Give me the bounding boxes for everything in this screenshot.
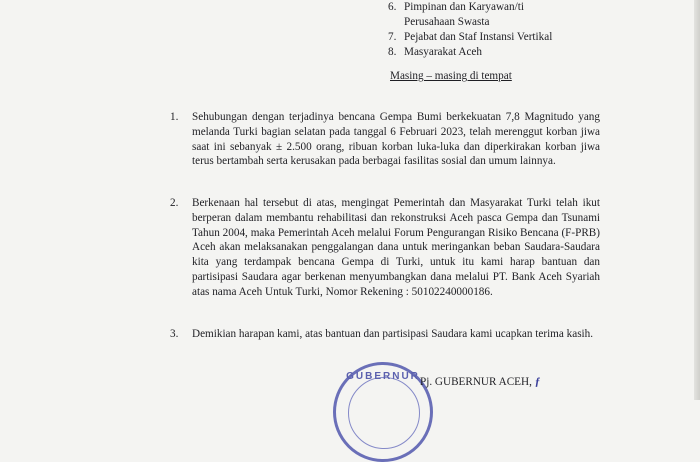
paragraph-text: Sehubungan dengan terjadinya bencana Gempa Bumi berkekuatan 7,8 Magnitudo yang melanda Turki bagian selatan pada tanggal 6 Februari 2023, telah merenggut korban jiwa saat ini sebanyak ± 2.500 orang, ribuan korban luka-luka dan diperkirakan korban jiwa terus bertambah serta kerusakan pada berbagai fasilitas sosial dan umum lainnya. — [192, 111, 600, 168]
official-seal-stamp — [333, 362, 433, 462]
body-paragraph — [170, 110, 600, 169]
signature-flourish: ƒ — [534, 376, 541, 388]
addressee-location: Masing – masing di tempat — [390, 70, 512, 82]
addressee-item — [388, 0, 552, 15]
paragraph-number: 2. — [170, 197, 179, 209]
signatory-title — [420, 376, 540, 388]
page-edge — [694, 0, 700, 400]
paragraph-text: Berkenaan hal tersebut di atas, mengingat Pemerintah dan Masyarakat Turki telah ikut berperan dalam membantu rehabilitasi dan rekonstruksi Aceh pasca Gempa dan Tsunami Tahun 2004, maka Pemerintah Aceh melalui Forum Pengurangan Risiko Bencana (F-PRB) Aceh akan melaksanakan penggalangan dana untuk meringankan beban Saudara-Saudara kita yang terdampak bencana Gempa di Turki, untuk itu kami harap bantuan dan partisipasi Saudara agar berkenan menyumbangkan dana melalui PT. Bank Aceh Syariah atas nama Aceh Untuk Turki, Nomor Rekening : 50102240000186. — [192, 197, 600, 298]
addressee-continuation: Perusahaan Swasta — [404, 16, 490, 28]
addressee-number: 8. — [388, 46, 397, 58]
signatory-title-text: Pj. GUBERNUR ACEH, — [420, 376, 532, 388]
paragraph-number: 1. — [170, 111, 179, 123]
addressee-item — [388, 30, 552, 45]
addressee-number: 7. — [388, 31, 397, 43]
addressee-item — [388, 45, 552, 60]
addressee-label: Pejabat dan Staf Instansi Vertikal — [404, 31, 553, 43]
addressee-label: Pimpinan dan Karyawan/ti — [404, 1, 524, 13]
addressee-label: Masyarakat Aceh — [404, 46, 482, 58]
paragraph-text: Demikian harapan kami, atas bantuan dan partisipasi Saudara kami ucapkan terima kasih. — [192, 328, 594, 340]
body-paragraph — [170, 327, 600, 342]
addressee-list — [388, 0, 552, 60]
addressee-number: 6. — [388, 1, 397, 13]
seal-text: GUBERNUR — [346, 371, 420, 382]
body-paragraph — [170, 196, 600, 300]
seal-inner-ring — [348, 377, 420, 449]
paragraph-number: 3. — [170, 328, 179, 340]
